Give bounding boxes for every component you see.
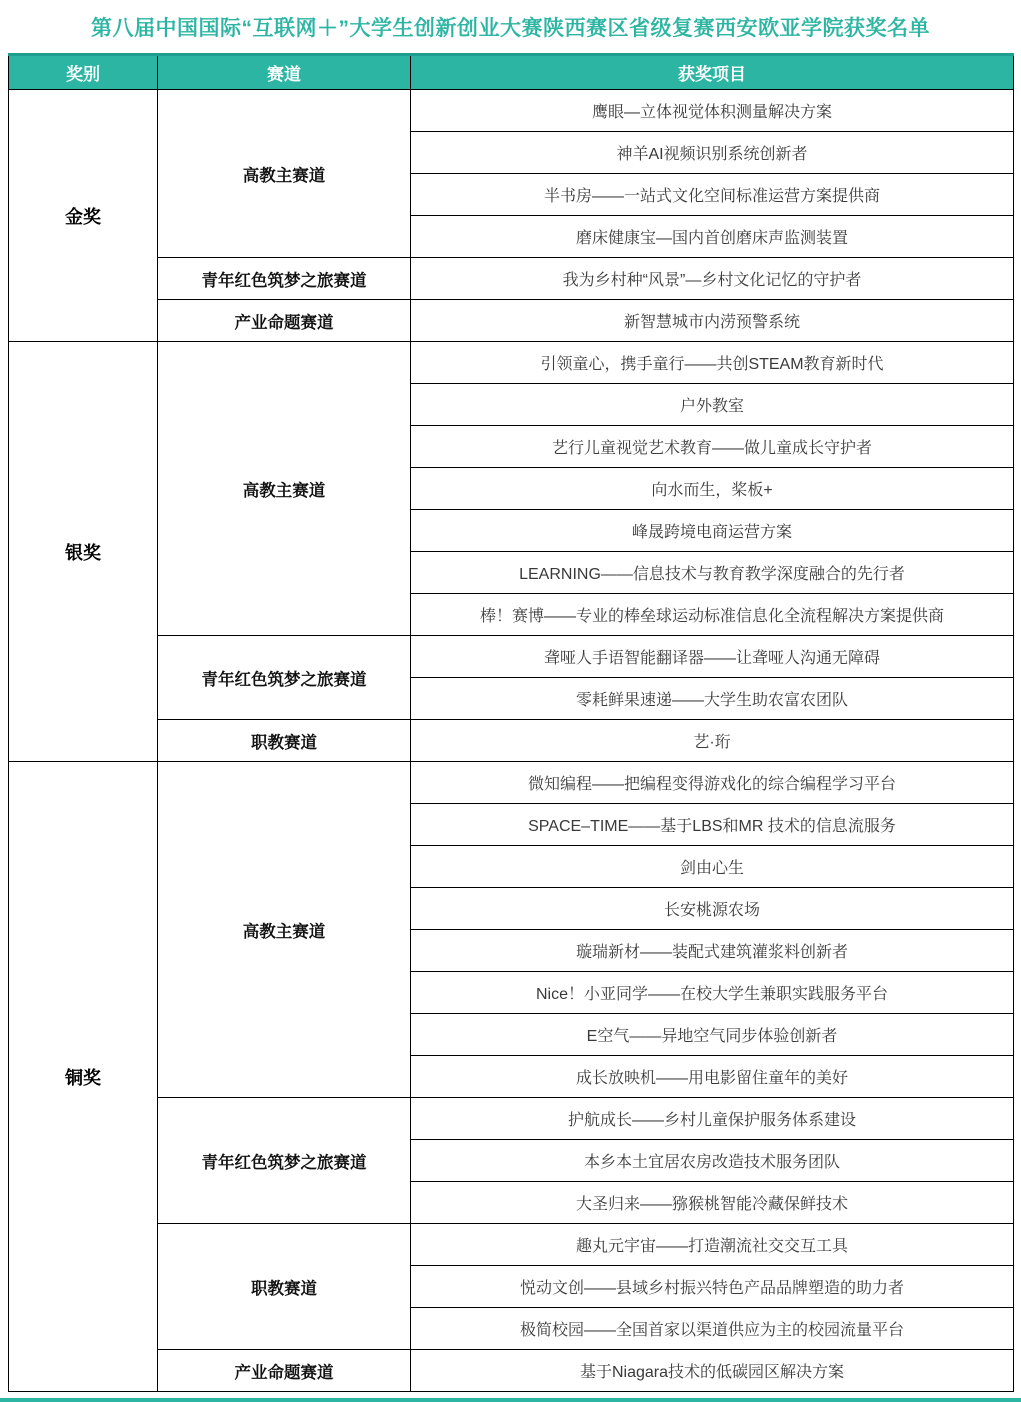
table-row (9, 762, 1014, 804)
table-row (9, 1350, 1014, 1392)
project-cell: 新智慧城市内涝预警系统 (411, 300, 1014, 342)
table-row (9, 300, 1014, 342)
table-header-row (9, 55, 1014, 90)
project-cell: Nice！小亚同学——在校大学生兼职实践服务平台 (411, 972, 1014, 1014)
track-cell: 青年红色筑梦之旅赛道 (158, 1098, 411, 1224)
project-cell: 悦动文创——县域乡村振兴特色产品品牌塑造的助力者 (411, 1266, 1014, 1308)
track-cell: 产业命题赛道 (158, 1350, 411, 1392)
project-cell: E空气——异地空气同步体验创新者 (411, 1014, 1014, 1056)
track-cell: 高教主赛道 (158, 342, 411, 636)
table-row (9, 636, 1014, 678)
project-cell: 引领童心，携手童行——共创STEAM教育新时代 (411, 342, 1014, 384)
project-cell: 棒！赛博——专业的棒垒球运动标准信息化全流程解决方案提供商 (411, 594, 1014, 636)
track-cell: 产业命题赛道 (158, 300, 411, 342)
project-cell: 聋哑人手语智能翻译器——让聋哑人沟通无障碍 (411, 636, 1014, 678)
project-cell: 磨床健康宝—国内首创磨床声监测装置 (411, 216, 1014, 258)
project-cell: 零耗鲜果速递——大学生助农富农团队 (411, 678, 1014, 720)
project-cell: 护航成长——乡村儿童保护服务体系建设 (411, 1098, 1014, 1140)
col-header-award: 奖别 (9, 55, 158, 90)
project-cell: 半书房——一站式文化空间标准运营方案提供商 (411, 174, 1014, 216)
project-cell: 艺行儿童视觉艺术教育——做儿童成长守护者 (411, 426, 1014, 468)
project-cell: 微知编程——把编程变得游戏化的综合编程学习平台 (411, 762, 1014, 804)
track-cell: 青年红色筑梦之旅赛道 (158, 636, 411, 720)
project-cell: 神羊AI视频识别系统创新者 (411, 132, 1014, 174)
table-row (9, 1098, 1014, 1140)
table-row (9, 1224, 1014, 1266)
col-header-track: 赛道 (158, 55, 411, 90)
project-cell: 峰晟跨境电商运营方案 (411, 510, 1014, 552)
award-cell: 铜奖 (9, 762, 158, 1392)
award-cell: 银奖 (9, 342, 158, 762)
track-cell: 高教主赛道 (158, 762, 411, 1098)
project-cell: 璇瑞新材——装配式建筑灌浆料创新者 (411, 930, 1014, 972)
project-cell: 户外教室 (411, 384, 1014, 426)
table-row (9, 720, 1014, 762)
project-cell: 极简校园——全国首家以渠道供应为主的校园流量平台 (411, 1308, 1014, 1350)
bottom-accent-bar (0, 1398, 1021, 1402)
table-row (9, 90, 1014, 132)
col-header-project: 获奖项目 (411, 55, 1014, 90)
project-cell: 基于Niagara技术的低碳园区解决方案 (411, 1350, 1014, 1392)
project-cell: 长安桃源农场 (411, 888, 1014, 930)
track-cell: 青年红色筑梦之旅赛道 (158, 258, 411, 300)
project-cell: 本乡本土宜居农房改造技术服务团队 (411, 1140, 1014, 1182)
page-title: 第八届中国国际“互联网＋”大学生创新创业大赛陕西赛区省级复赛西安欧亚学院获奖名单 (91, 17, 930, 40)
project-cell: 成长放映机——用电影留住童年的美好 (411, 1056, 1014, 1098)
project-cell: SPACE–TIME——基于LBS和MR 技术的信息流服务 (411, 804, 1014, 846)
project-cell: 艺·珩 (411, 720, 1014, 762)
project-cell: 鹰眼—立体视觉体积测量解决方案 (411, 90, 1014, 132)
project-cell: LEARNING——信息技术与教育教学深度融合的先行者 (411, 552, 1014, 594)
table-row (9, 342, 1014, 384)
track-cell: 职教赛道 (158, 1224, 411, 1350)
project-cell: 趣丸元宇宙——打造潮流社交交互工具 (411, 1224, 1014, 1266)
table-row (9, 258, 1014, 300)
track-cell: 职教赛道 (158, 720, 411, 762)
track-cell: 高教主赛道 (158, 90, 411, 258)
award-table (8, 53, 1014, 1392)
project-cell: 剑由心生 (411, 846, 1014, 888)
project-cell: 向水而生，桨板+ (411, 468, 1014, 510)
project-cell: 我为乡村种“风景”—乡村文化记忆的守护者 (411, 258, 1014, 300)
project-cell: 大圣归来——猕猴桃智能冷藏保鲜技术 (411, 1182, 1014, 1224)
award-cell: 金奖 (9, 90, 158, 342)
